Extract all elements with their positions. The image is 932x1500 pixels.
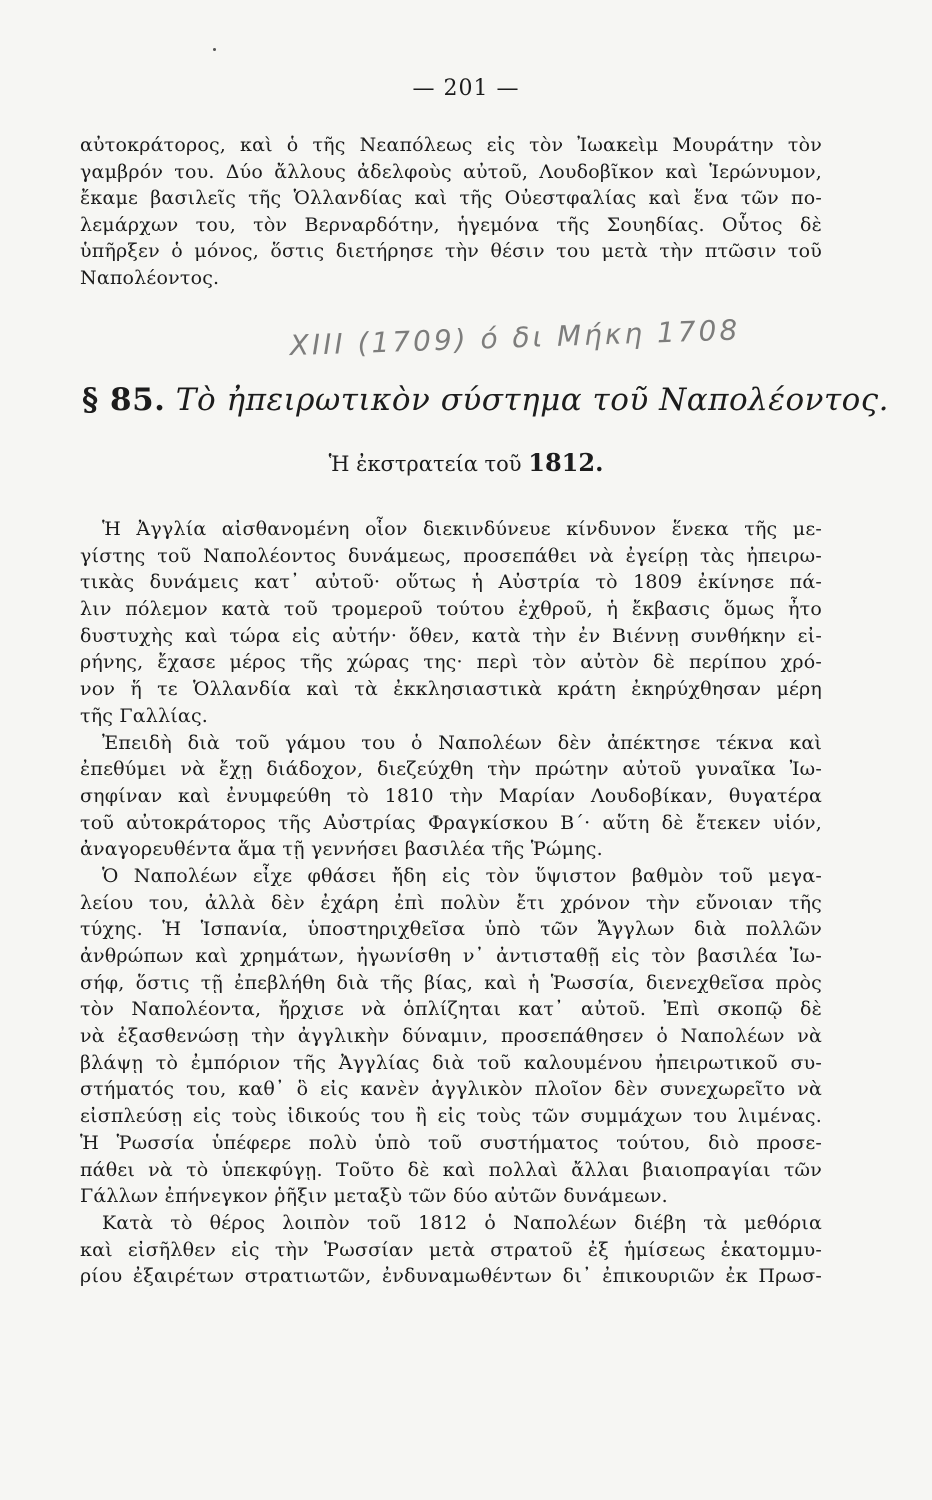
subtitle-year: 1812. (528, 448, 604, 477)
text-line: Κατὰ τὸ θέρος λοιπὸν τοῦ 1812 ὁ Ναπολέων διέβη τὰ μεθόρια (102, 1211, 822, 1234)
text-line: στήματός του, καθ᾽ ὃ εἰς κανὲν ἀγγλικὸν πλοῖον δὲν συνεχωρεῖτο νὰ (80, 1078, 822, 1101)
handwritten-note: XIII (1709) ό δι Μήκη 1708 (289, 313, 741, 363)
text-line: γίστης τοῦ Ναπολέοντος δυνάμεως, προσεπάθει νὰ ἐγείρῃ τὰς ἠπειρω- (80, 544, 822, 567)
page-number: — 201 — (412, 76, 520, 101)
text-line: αὐτοκράτορος, καὶ ὁ τῆς Νεαπόλεως εἰς τὸν Ἰωακεὶμ Μουράτην τὸν (80, 134, 822, 156)
text-line: νὰ ἐξασθενώσῃ τὴν ἀγγλικὴν δύναμιν, προσεπάθησεν ὁ Ναπολέων νὰ (80, 1025, 822, 1048)
text-line: λεμάρχων του, τὸν Βερναρδότην, ἡγεμόνα τῆς Σουηδίας. Οὗτος δὲ (80, 213, 822, 236)
text-line: λιν πόλεμον κατὰ τοῦ τρομεροῦ τούτου ἐχθροῦ, ἡ ἔκβασις ὅμως ἦτο (80, 598, 822, 621)
paragraph-top (80, 132, 822, 291)
section-heading (82, 382, 889, 418)
text-line: ἀνθρώπων καὶ χρημάτων, ἠγωνίσθη ν᾽ ἀντισταθῇ εἰς τὸν βασιλέα Ἰω- (80, 945, 822, 967)
text-line: ὑπῆρξεν ὁ μόνος, ὅστις διετήρησε τὴν θέσιν του μετὰ τὴν πτῶσιν τοῦ (80, 240, 822, 262)
text-line: τῆς Γαλλίας. (80, 704, 209, 727)
text-line: Ἡ Ἀγγλία αἰσθανομένη οἷον διεκινδύνευε κίνδυνον ἕνεκα τῆς με- (102, 518, 822, 540)
text-line: ἀναγορευθέντα ἅμα τῇ γεννήσει βασιλέα τῆς Ῥώμης. (80, 838, 603, 861)
text-line: τοῦ αὐτοκράτορος τῆς Αὐστρίας Φραγκίσκου Β΄· αὕτη δὲ ἔτεκεν υἱόν, (80, 811, 822, 834)
text-line: τὸν Ναπολέοντα, ἤρχισε νὰ ὁπλίζηται κατ᾽ αὐτοῦ. Ἐπὶ σκοπῷ δὲ (80, 998, 822, 1021)
text-line: ἔκαμε βασιλεῖς τῆς Ὁλλανδίας καὶ τῆς Οὐεστφαλίας καὶ ἕνα τῶν πο- (80, 187, 822, 209)
text-line: σηφίναν καὶ ἐνυμφεύθη τὸ 1810 τὴν Μαρίαν Λουδοβίκαν, θυγατέρα (80, 784, 822, 807)
section-title: Τὸ ἠπειρωτικὸν σύστημα τοῦ Ναπολέοντος. (175, 382, 889, 418)
text-line: ἐπεθύμει νὰ ἔχῃ διάδοχον, διεζεύχθη τὴν πρώτην αὐτοῦ γυναῖκα Ἰω- (80, 758, 822, 781)
text-line: ρήνης, ἔχασε μέρος τῆς χώρας της· περὶ τὸν αὐτὸν δὲ περίπου χρό- (80, 651, 822, 674)
text-line: τύχης. Ἡ Ἱσπανία, ὑποστηριχθεῖσα ὑπὸ τῶν Ἄγγλων διὰ πολλῶν (80, 918, 822, 941)
text-line: Ναπολέοντος. (80, 266, 220, 289)
text-line: Ἐπειδὴ διὰ τοῦ γάμου του ὁ Ναπολέων δὲν ἀπέκτησε τέκνα καὶ (102, 731, 822, 754)
text-line: σήφ, ὅστις τῇ ἐπεβλήθη διὰ τῆς βίας, καὶ ἡ Ῥωσσία, διενεχθεῖσα πρὸς (80, 971, 822, 994)
section-number: § 85. (82, 382, 166, 418)
text-line: λείου του, ἀλλὰ δὲν ἐχάρη ἐπὶ πολὺν ἔτι χρόνον τὴν εὔνοιαν τῆς (80, 891, 822, 914)
ink-speck (213, 48, 216, 51)
text-line: πάθει νὰ τὸ ὑπεκφύγῃ. Τοῦτο δὲ καὶ πολλαὶ ἄλλαι βιαιοπραγίαι τῶν (80, 1158, 822, 1181)
text-line: Ἡ Ῥωσσία ὑπέφερε πολὺ ὑπὸ τοῦ συστήματος τούτου, διὸ προσε- (80, 1131, 822, 1154)
text-line: ρίου ἐξαιρέτων στρατιωτῶν, ἐνδυναμωθέντων δι᾽ ἐπικουριῶν ἐκ Πρωσ- (80, 1265, 822, 1288)
text-line: δυστυχὴς καὶ τώρα εἰς αὐτήν· ὅθεν, κατὰ τὴν ἐν Βιέννῃ συνθήκην εἰ- (80, 624, 822, 647)
text-line: Γάλλων ἐπήνεγκον ῥῆξιν μεταξὺ τῶν δύο αὐτῶν δυνάμεων. (80, 1185, 668, 1208)
text-line: βλάψῃ τὸ ἐμπόριον τῆς Ἀγγλίας διὰ τοῦ καλουμένου ἠπειρωτικοῦ συ- (80, 1051, 822, 1074)
text-line: καὶ εἰσῆλθεν εἰς τὴν Ῥωσσίαν μετὰ στρατοῦ ἐξ ἡμίσεως ἑκατομμυ- (80, 1238, 822, 1261)
text-line: Ὁ Ναπολέων εἶχε φθάσει ἤδη εἰς τὸν ὕψιστον βαθμὸν τοῦ μεγα- (102, 864, 822, 887)
text-line: εἰσπλεύσῃ εἰς τοὺς ἰδικούς του ἢ εἰς τοὺς τῶν συμμάχων του λιμένας. (80, 1105, 822, 1128)
text-line: τικὰς δυνάμεις κατ᾽ αὐτοῦ· οὕτως ἡ Αὐστρία τὸ 1809 ἐκίνησε πά- (80, 571, 822, 594)
section-subtitle (0, 448, 932, 477)
text-line: γαμβρόν του. Δύο ἄλλους ἀδελφοὺς αὐτοῦ, Λουδοβῖκον καὶ Ἱερώνυμον, (80, 160, 822, 183)
paragraph-main (80, 516, 822, 1290)
subtitle-text: Ἡ ἐκστρατεία τοῦ (328, 452, 522, 476)
text-line: νον ἥ τε Ὁλλανδία καὶ τὰ ἐκκλησιαστικὰ κράτη ἐκηρύχθησαν μέρη (80, 678, 822, 701)
